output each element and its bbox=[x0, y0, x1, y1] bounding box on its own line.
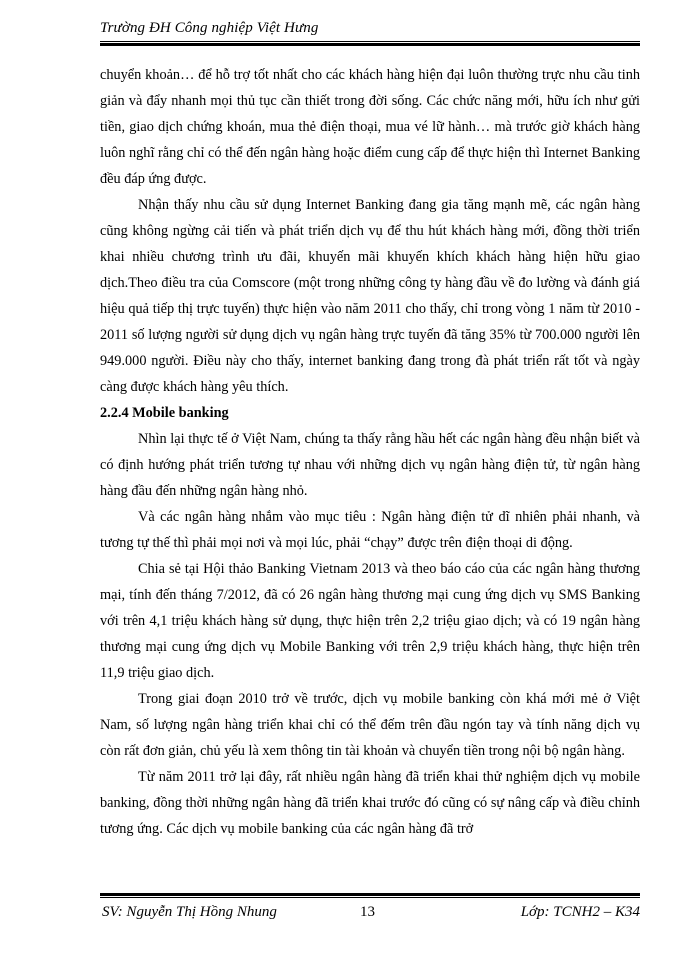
paragraph-1: chuyển khoản… để hỗ trợ tốt nhất cho các khách hàng hiện đại luôn thường trực nhu cầu tinh giản và đẩy nhanh mọi thủ tục cần thiết trong đời sống. Các chức năng mới, hữu ích như gửi tiền, giao dịch chứng khoán, mua thẻ điện thoại, mua vé lữ hành… mà trước giờ khách hàng luôn nghĩ rằng chỉ có thể đến ngân hàng hoặc điểm cung cấp để thực hiện thì Internet Banking đều đáp ứng được. bbox=[100, 67, 640, 187]
footer-student-name: SV: Nguyễn Thị Hồng Nhung bbox=[102, 904, 277, 920]
paragraph-6: Trong giai đoạn 2010 trở về trước, dịch vụ mobile banking còn khá mới mẻ ở Việt Nam, số lượng ngân hàng triển khai chỉ có thể đếm trên đầu ngón tay và tính năng dịch vụ còn rất đơn giản, chủ yếu là xem thông tin tài khoản và chuyển tiền trong nội bộ ngân hàng. bbox=[100, 691, 640, 759]
footer-rule-thick bbox=[100, 893, 640, 896]
paragraph-3: Nhìn lại thực tế ở Việt Nam, chúng ta thấy rằng hầu hết các ngân hàng đều nhận biết và có định hướng phát triển tương tự nhau với những dịch vụ ngân hàng điện tử, từ ngân hàng hàng đầu đến những ngân hàng nhỏ. bbox=[100, 431, 640, 499]
footer-rule-thin bbox=[100, 897, 640, 898]
footer-class: Lớp: TCNH2 – K34 bbox=[520, 904, 640, 920]
paragraph-4: Và các ngân hàng nhắm vào mục tiêu : Ngân hàng điện tử dĩ nhiên phải nhanh, và tương tự thế thì phải mọi nơi và mọi lúc, phải “chạy” được trên điện thoại di động. bbox=[100, 509, 640, 551]
paragraph-5: Chia sẻ tại Hội thảo Banking Vietnam 2013 và theo báo cáo của các ngân hàng thương mại, tính đến tháng 7/2012, đã có 26 ngân hàng thương mại cung ứng dịch vụ SMS Banking với trên 4,1 triệu khách hàng sử dụng, thực hiện trên 2,2 triệu giao dịch; và có 19 ngân hàng thương mại cung ứng dịch vụ Mobile Banking với trên 2,9 triệu khách hàng, thực hiện trên 11,9 triệu giao dịch. bbox=[100, 561, 640, 681]
page-footer bbox=[100, 893, 640, 926]
footer-row bbox=[100, 904, 640, 926]
paragraph-2: Nhận thấy nhu cầu sử dụng Internet Banking đang gia tăng mạnh mẽ, các ngân hàng cũng không ngừng cải tiến và phát triển dịch vụ để thu hút khách hàng mới, đồng thời triển khai nhiều chương trình ưu đãi, khuyến mãi khuyến khích khách hàng hiện hữu giao dịch.Theo điều tra của Comscore (một trong những công ty hàng đầu về đo lường và đánh giá hiệu quả tiếp thị trực tuyến) thực hiện vào năm 2011 cho thấy, chỉ trong vòng 1 năm từ 2010 - 2011 số lượng người sử dụng dịch vụ ngân hàng trực tuyến đã tăng 35% từ 700.000 người lên 949.000 người. Điều này cho thấy, internet banking đang trong đà phát triển rất tốt và ngày càng được khách hàng yêu thích. bbox=[100, 197, 640, 395]
section-heading: 2.2.4 Mobile banking bbox=[100, 405, 229, 421]
paragraph-7: Từ năm 2011 trở lại đây, rất nhiều ngân hàng đã triển khai thử nghiệm dịch vụ mobile banking, đồng thời những ngân hàng đã triển khai trước đó cũng có sự nâng cấp và điều chỉnh tương ứng. Các dịch vụ mobile banking của các ngân hàng đã trở bbox=[100, 769, 640, 837]
page-header bbox=[100, 18, 640, 46]
page-body bbox=[100, 62, 640, 842]
header-title: Trường ĐH Công nghiệp Việt Hưng bbox=[100, 20, 319, 36]
page-number: 13 bbox=[360, 904, 375, 920]
header-rule-thin bbox=[100, 41, 640, 42]
header-rule-thick bbox=[100, 43, 640, 46]
